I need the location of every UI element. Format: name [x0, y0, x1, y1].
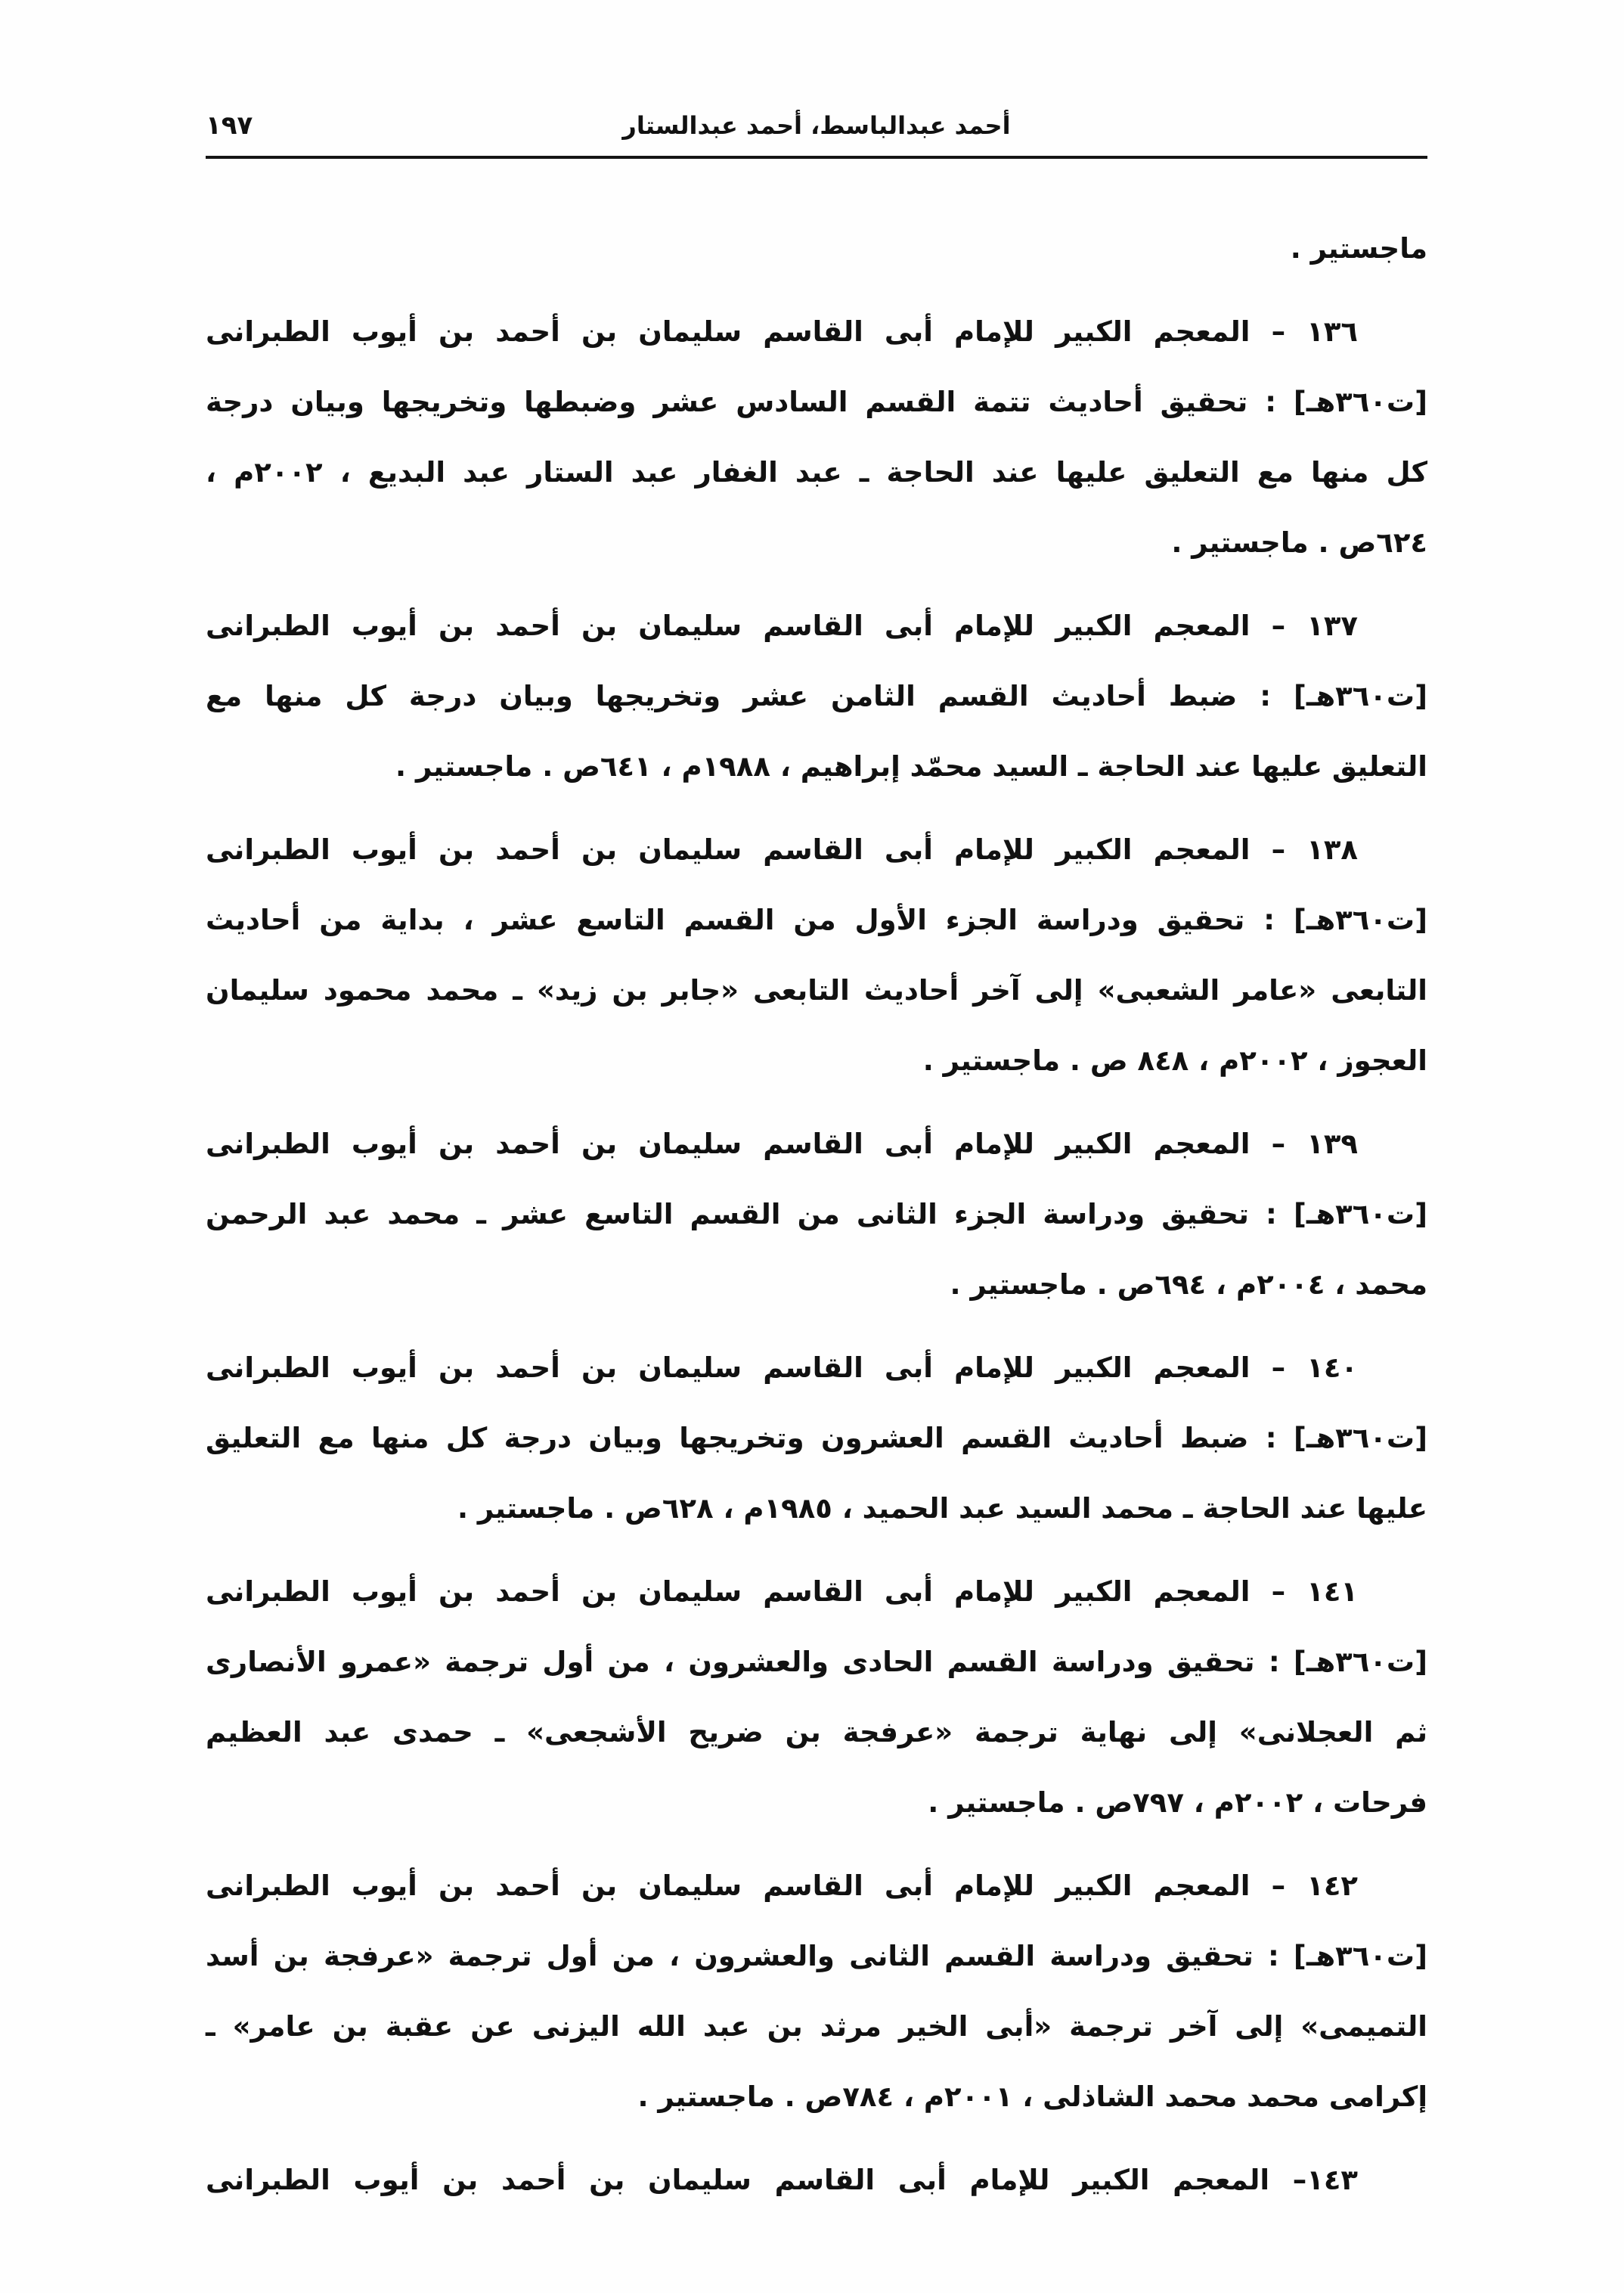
entry-title: المعجم الكبير للإمام أبى القاسم سليمان بن أحمد بن أيوب الطبرانى — [206, 1351, 1251, 1384]
entry-line — [206, 296, 1427, 367]
entry-line: [ت٣٦٠هـ] : ضبط أحاديث القسم الثامن عشر وتخريجها وبيان درجة كل منها مع — [206, 680, 1427, 712]
entry-line: محمد ، ٢٠٠٤م ، ٦٩٤ص . ماجستير . — [950, 1268, 1427, 1301]
entry-separator: – — [1271, 1869, 1286, 1902]
entry-separator: – — [1292, 2164, 1307, 2196]
entry-line — [206, 2145, 1427, 2215]
entry-line: فرحات ، ٢٠٠٢م ، ٧٩٧ص . ماجستير . — [928, 1786, 1427, 1819]
entry-line: [ت٣٦٠هـ] : ضبط أحاديث القسم العشرون وتخريجها وبيان درجة كل منها مع التعليق — [206, 1422, 1427, 1454]
entry-line: ثم العجلانى» إلى نهاية ترجمة «عرفجة بن ضريح الأشجعى» ـ حمدى عبد العظيم — [206, 1716, 1427, 1748]
entry-title: المعجم الكبير للإمام أبى القاسم سليمان بن أحمد بن أيوب الطبرانى — [206, 315, 1251, 348]
entry-title: المعجم الكبير للإمام أبى القاسم سليمان بن أحمد بن أيوب الطبرانى — [206, 1128, 1251, 1160]
entry-number: ١٣٨ — [1306, 833, 1358, 866]
entry-line: إكرامى محمد محمد الشاذلى ، ٢٠٠١م ، ٧٨٤ص . ماجستير . — [637, 2080, 1427, 2113]
bibliography-entry — [206, 296, 1427, 578]
bibliography-entry — [206, 591, 1427, 802]
entry-line: [ت٣٦٠هـ] : تحقيق ودراسة الجزء الثانى من القسم التاسع عشر ـ محمد عبد الرحمن — [206, 1198, 1427, 1230]
entry-line: ٦٢٤ص . ماجستير . — [1171, 526, 1427, 559]
entry-separator: – — [1271, 1575, 1286, 1608]
entry-line — [206, 1851, 1427, 1921]
entry-number: ١٤٢ — [1306, 1869, 1358, 1902]
entry-line: كل منها مع التعليق عليها عند الحاجة ـ عبد الغفار عبد الستار عبد البديع ، ٢٠٠٢م ، — [206, 456, 1428, 489]
bibliography-entry — [206, 2145, 1427, 2215]
entry-line: [ت٣٦٠هـ] : تحقيق ودراسة الجزء الأول من القسم التاسع عشر ، بداية من أحاديث — [206, 904, 1427, 936]
entry-title: المعجم الكبير للإمام أبى القاسم سليمان بن أحمد بن أيوب الطبرانى — [206, 1869, 1251, 1902]
entry-title: المعجم الكبير للإمام أبى القاسم سليمان بن أحمد بن أيوب الطبرانى — [206, 2164, 1270, 2196]
entry-line — [206, 1109, 1427, 1179]
entry-line: [ت٣٦٠هـ] : تحقيق ودراسة القسم الثانى والعشرون ، من أول ترجمة «عرفجة بن أسد — [206, 1940, 1427, 1972]
entry-separator: – — [1271, 315, 1286, 348]
entry-number: ١٤١ — [1306, 1575, 1358, 1608]
header-rule — [206, 156, 1427, 159]
entry-number: ١٣٩ — [1306, 1128, 1358, 1160]
entry-number: ١٣٧ — [1306, 610, 1358, 642]
running-title: أحمد عبدالباسط، أحمد عبدالستار — [622, 111, 1011, 140]
entry-separator: – — [1271, 1351, 1286, 1384]
entry-separator: – — [1271, 610, 1286, 642]
entry-number: ١٤٠ — [1306, 1351, 1358, 1384]
entry-title: المعجم الكبير للإمام أبى القاسم سليمان بن أحمد بن أيوب الطبرانى — [206, 1575, 1251, 1608]
bibliography-entry — [206, 1333, 1427, 1544]
bibliography-entry — [206, 1109, 1427, 1320]
entry-title: المعجم الكبير للإمام أبى القاسم سليمان بن أحمد بن أيوب الطبرانى — [206, 610, 1251, 642]
page-number: ١٩٧ — [206, 110, 253, 141]
entry-line: عليها عند الحاجة ـ محمد السيد عبد الحميد ، ١٩٨٥م ، ٦٢٨ص . ماجستير . — [457, 1492, 1427, 1525]
entry-separator: – — [1271, 1128, 1286, 1160]
bibliography-list — [206, 213, 1427, 2215]
bibliography-entry — [206, 814, 1427, 1096]
bibliography-entry — [206, 1851, 1427, 2132]
entry-line — [206, 814, 1427, 885]
entry-line — [206, 1556, 1427, 1627]
bibliography-entry — [206, 1556, 1427, 1838]
entry-number: ١٤٣ — [1306, 2164, 1359, 2196]
entry-line: التميمى» إلى آخر ترجمة «أبى الخير مرثد بن عبد الله اليزنى عن عقبة بن عامر» ـ — [206, 2010, 1427, 2043]
entry-line: [ت٣٦٠هـ] : تحقيق أحاديث تتمة القسم السادس عشر وضبطها وتخريجها وبيان درجة — [206, 386, 1427, 418]
page-header — [206, 101, 1427, 150]
entry-line: العجوز ، ٢٠٠٢م ، ٨٤٨ ص . ماجستير . — [922, 1044, 1427, 1077]
entry-title: المعجم الكبير للإمام أبى القاسم سليمان بن أحمد بن أيوب الطبرانى — [206, 833, 1251, 866]
entry-separator: – — [1271, 833, 1286, 866]
entry-number: ١٣٦ — [1306, 315, 1358, 348]
continuation-line: ماجستير . — [1290, 232, 1427, 265]
entry-line — [206, 1333, 1427, 1403]
entry-line: التابعى «عامر الشعبى» إلى آخر أحاديث التابعى «جابر بن زيد» ـ محمد محمود سليمان — [206, 974, 1427, 1007]
entry-line: [ت٣٦٠هـ] : تحقيق ودراسة القسم الحادى والعشرون ، من أول ترجمة «عمرو الأنصارى — [206, 1646, 1427, 1678]
entry-line — [206, 591, 1427, 661]
entry-line: التعليق عليها عند الحاجة ـ السيد محمّد إبراهيم ، ١٩٨٨م ، ٦٤١ص . ماجستير . — [395, 750, 1427, 783]
